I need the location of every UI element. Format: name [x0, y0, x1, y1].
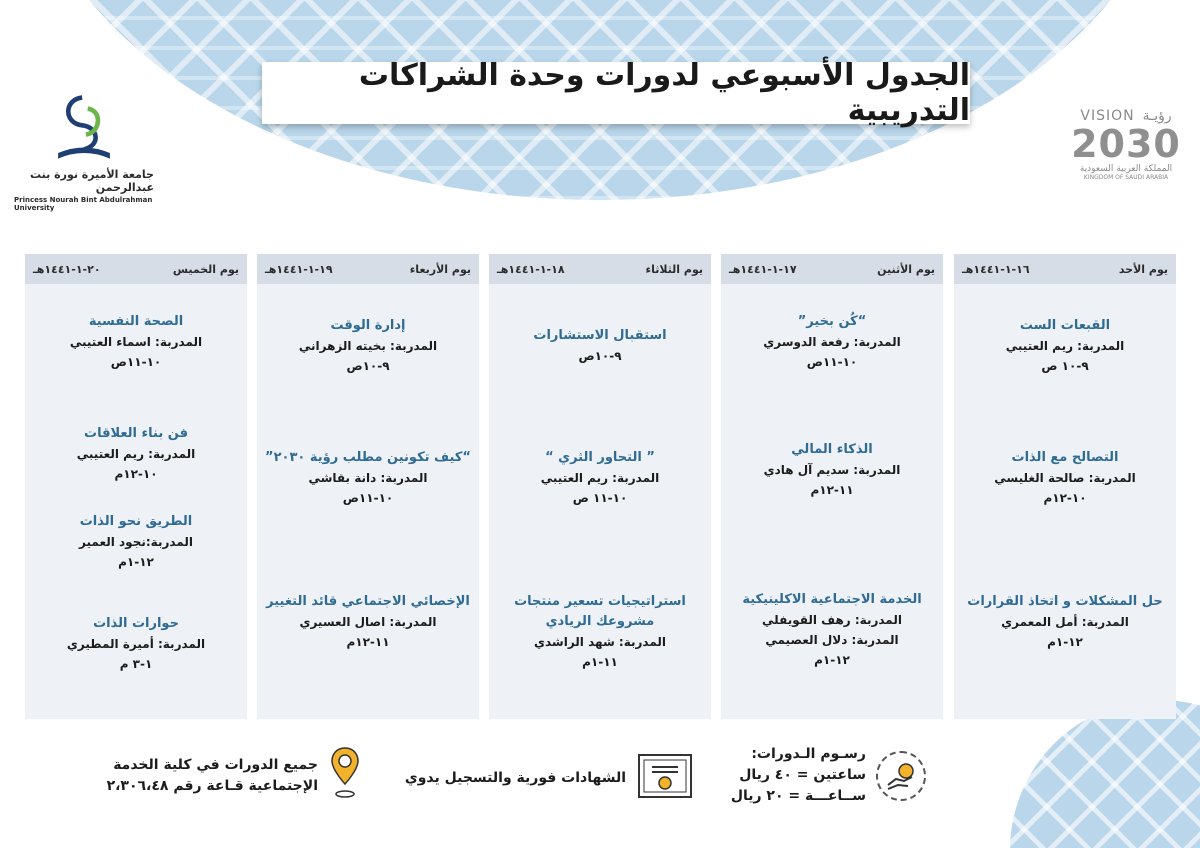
course-item [257, 448, 479, 508]
course-name: استراتيجيات تسعير منتجات [514, 594, 686, 609]
day-header [25, 254, 247, 284]
course-name: الذكاء المالي [791, 442, 873, 457]
course-name: الصحة النفسية [88, 314, 184, 329]
course-time: ١١-١٢م [346, 635, 390, 649]
course-item [954, 592, 1176, 652]
bottom-decorative-pattern [1010, 700, 1200, 848]
course-time: ١١-١٢م [810, 483, 854, 497]
course-time: ١٢-١م [118, 555, 154, 569]
course-trainer: المدربة: دانة بقاشي [308, 471, 428, 485]
course-item [721, 312, 943, 372]
day-header [721, 254, 943, 284]
location-line-2: الإجتماعية قـاعة رقم ٢،٣٠٦،٤٨ [106, 778, 318, 794]
course-name: الخدمة الاجتماعية الاكلينيكية [742, 592, 922, 607]
certificates-info [384, 752, 694, 804]
university-name-en: Princess Nourah Bint Abdulrahman University [14, 196, 153, 212]
vision-kingdom-ar: المملكة العربية السعودية [1079, 164, 1173, 174]
course-trainer: المدربة: بخيته الزهراني [298, 339, 438, 353]
course-item [25, 312, 247, 372]
course-item [721, 440, 943, 500]
course-item [954, 448, 1176, 508]
course-name: حوارات الذات [93, 616, 179, 631]
day-header [257, 254, 479, 284]
course-item [721, 590, 943, 670]
course-trainer: المدربة: شهد الراشدي [533, 635, 667, 649]
course-item [257, 316, 479, 376]
course-time: ١١-١م [582, 655, 618, 669]
course-time: ٩-١٠ص [578, 349, 622, 363]
day-date: ١٨-١-١٤٤١هـ [497, 262, 565, 276]
course-name: “كُن بخير” [797, 314, 867, 329]
day-column-wednesday [257, 254, 479, 719]
certificates-text: الشهادات فورية والتسجيل يدوي [404, 769, 626, 786]
day-name: يوم الأحد [1118, 262, 1168, 276]
course-trainer: المدربة: صالحة الغليسي [994, 471, 1136, 485]
course-time: ٩-١٠ ص [1041, 359, 1089, 373]
course-time: ١٠-١١ص [806, 355, 858, 369]
certificate-icon [636, 752, 694, 804]
university-emblem-icon [44, 92, 124, 166]
course-name: الطريق نحو الذات [79, 514, 193, 529]
course-trainer: المدربة:نجود العمير [79, 535, 193, 549]
course-name: إدارة الوقت [330, 318, 406, 333]
day-date: ١٦-١-١٤٤١هـ [962, 262, 1030, 276]
course-item [489, 448, 711, 508]
course-trainer: المدربة: أميرة المطيري [66, 637, 206, 651]
vision-label-ar: رؤيـة [1142, 108, 1172, 124]
course-trainer: المدربة: ريم العتيبي [76, 447, 196, 461]
day-date: ٢٠-١-١٤٤١هـ [33, 262, 101, 276]
course-trainer-second: المدربة: دلال العصيمي [765, 633, 899, 647]
fees-title: رسـوم الـدورات: [751, 746, 866, 762]
course-trainer: المدربة: رفعة الدوسري [763, 335, 901, 349]
location-info [70, 746, 360, 806]
course-time: ١٢-١م [814, 653, 850, 667]
day-date: ١٩-١-١٤٤١هـ [265, 262, 333, 276]
page-title: الجدول الأسبوعي لدورات وحدة الشراكات التدريبية [358, 58, 970, 128]
course-name: الإخصائي الاجتماعي قائد التغيير [266, 594, 470, 609]
course-time: ١٠-١١ص [342, 491, 394, 505]
title-banner [262, 58, 970, 128]
course-trainer: المدربة: سديم آل هادي [763, 463, 901, 477]
day-date: ١٧-١-١٤٤١هـ [729, 262, 797, 276]
course-name: ” التحاور الثري “ [545, 450, 655, 465]
day-column-tuesday [489, 254, 711, 719]
course-time: ١٠-١٢م [114, 467, 158, 481]
course-item [489, 326, 711, 366]
course-item [257, 592, 479, 652]
course-trainer: المدربة: اصال العسيري [299, 615, 437, 629]
vision-year: 2030 [1071, 122, 1181, 166]
course-time: ٩-١٠ص [346, 359, 390, 373]
course-item [25, 614, 247, 674]
course-item [954, 316, 1176, 376]
course-trainer: المدربة: أمل المعمري [1001, 615, 1129, 629]
course-name: التصالح مع الذات [1011, 450, 1119, 465]
course-name: القبعات الست [1019, 318, 1111, 333]
course-time: ١-٣ م [119, 657, 153, 671]
course-trainer: المدربة: اسماء العتيبي [69, 335, 203, 349]
day-header [489, 254, 711, 284]
location-line-1: جميع الدورات في كلية الخدمة [113, 757, 318, 773]
fees-info [726, 744, 926, 807]
course-name: استقبال الاستشارات [533, 328, 667, 343]
course-name: “كيف تكونين مطلب رؤية ٢٠٣٠” [265, 450, 471, 465]
university-name-ar: جامعة الأميرة نورة بنت عبدالرحمن [30, 168, 154, 194]
course-time: ١٢-١م [1047, 635, 1083, 649]
fees-two-hours: ساعتين = ٤٠ ريال [739, 767, 866, 783]
course-name-line2: مشروعك الريادي [545, 614, 655, 629]
course-trainer: المدربة: ريم العتيبي [1005, 339, 1125, 353]
course-trainer: المدربة: رهف القويفلي [762, 613, 902, 627]
course-time: ١٠-١١ص [110, 355, 162, 369]
hand-coins-icon [876, 751, 926, 801]
day-name: يوم الأربعاء [409, 262, 471, 276]
vision-label-en: VISION [1080, 108, 1135, 124]
course-time: ١٠-١١ ص [572, 491, 628, 505]
fees-one-hour: ســاعـــة = ٢٠ ريال [730, 788, 866, 804]
course-item [489, 592, 711, 672]
day-column-monday [721, 254, 943, 719]
university-logo [14, 92, 154, 212]
course-time: ١٠-١٢م [1043, 491, 1087, 505]
course-name: حل المشكلات و اتخاذ القرارات [967, 594, 1163, 609]
vision-kingdom-en: KINGDOM OF SAUDI ARABIA [1083, 174, 1169, 181]
day-name: يوم الأثنين [877, 262, 935, 276]
course-item [25, 424, 247, 484]
course-name: فن بناء العلاقات [84, 426, 188, 441]
vision-2030-logo [1062, 108, 1190, 208]
day-name: يوم الخميس [172, 262, 239, 276]
course-trainer: المدربة: ريم العتيبي [540, 471, 660, 485]
day-column-thursday [25, 254, 247, 719]
day-header [954, 254, 1176, 284]
day-name: يوم الثلاثاء [645, 262, 703, 276]
course-item [25, 512, 247, 572]
day-column-sunday [954, 254, 1176, 719]
location-pin-icon [330, 746, 360, 806]
